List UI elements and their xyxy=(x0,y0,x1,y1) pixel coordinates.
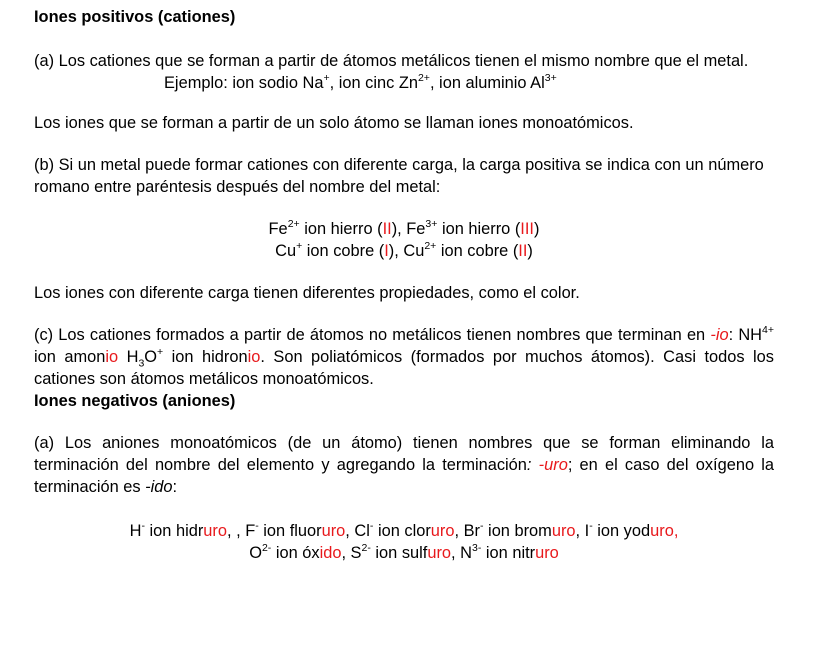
roman-numeral: II xyxy=(382,220,392,238)
cationes-a-paragraph: (a) Los cationes que se forman a partir de átomos metálicos tienen el mismo nombre que el metal. xyxy=(34,52,749,70)
suffix-ido: -ido xyxy=(145,478,173,496)
suffix-uro: -uro xyxy=(538,456,568,474)
cationes-heading: Iones positivos (cationes) xyxy=(34,8,236,26)
al-charge: 3+ xyxy=(544,71,557,84)
anions-line-2: $O^{2-}$ ion óxido, $S^{2-}$ ion sulfuro, $N^{3-}$ ion nitruro xyxy=(249,541,559,562)
cationes-example-line: Ejemplo: ion sodio Na+, ion cinc $Zn^{2+}$, ion aluminio $Al^{3+}$ xyxy=(164,71,557,92)
zn-charge: 2+ xyxy=(417,71,430,84)
suffix-io: -io xyxy=(710,326,729,344)
na-charge: + xyxy=(323,71,330,84)
roman-numeral: II xyxy=(518,242,528,260)
monoatomic-paragraph: Los iones que se forman a partir de un solo átomo se llaman iones monoatómicos. xyxy=(34,114,634,132)
roman-numeral: III xyxy=(520,220,534,238)
properties-paragraph: Los iones con diferente carga tienen diferentes propiedades, como el color. xyxy=(34,284,580,302)
document-page xyxy=(34,6,774,564)
aniones-heading: Iones negativos (aniones) xyxy=(34,392,236,410)
iron-ions-line: $Fe^{2+}$ ion hierro (II), $Fe^{3+}$ ion hierro (III) xyxy=(268,217,540,238)
aniones-a-paragraph: (a) Los aniones monoatómicos (de un átomo) tienen nombres que se forman eliminando la terminación del nombre del elemento y agregando la terminación: -uro; en el caso del oxígeno la terminación es -ido: xyxy=(34,434,774,496)
roman-numeral: I xyxy=(384,242,389,260)
cationes-c-paragraph: (c) Los cationes formados a partir de átomos no metálicos tienen nombres que terminan en -io: $NH^{4+}$ ion amonio $H_3O^+$ ion hidronio. Son poliatómicos (formados por muchos átomos). Casi todos los cationes son átomos metálicos monoatómicos. xyxy=(34,323,774,388)
anions-line-1: H- ion hidruro, , F- ion fluoruro, Cl- ion cloruro, Br- ion bromuro, I- ion yoduro, xyxy=(129,519,679,540)
nh4-charge: 4+ xyxy=(762,323,774,336)
cationes-b-paragraph: (b) Si un metal puede formar cationes con diferente carga, la carga positiva se indica con un número romano entre paréntesis después del nombre del metal: xyxy=(34,156,764,196)
copper-ions-line: Cu+ ion cobre (I), $Cu^{2+}$ ion cobre (II) xyxy=(275,239,533,260)
